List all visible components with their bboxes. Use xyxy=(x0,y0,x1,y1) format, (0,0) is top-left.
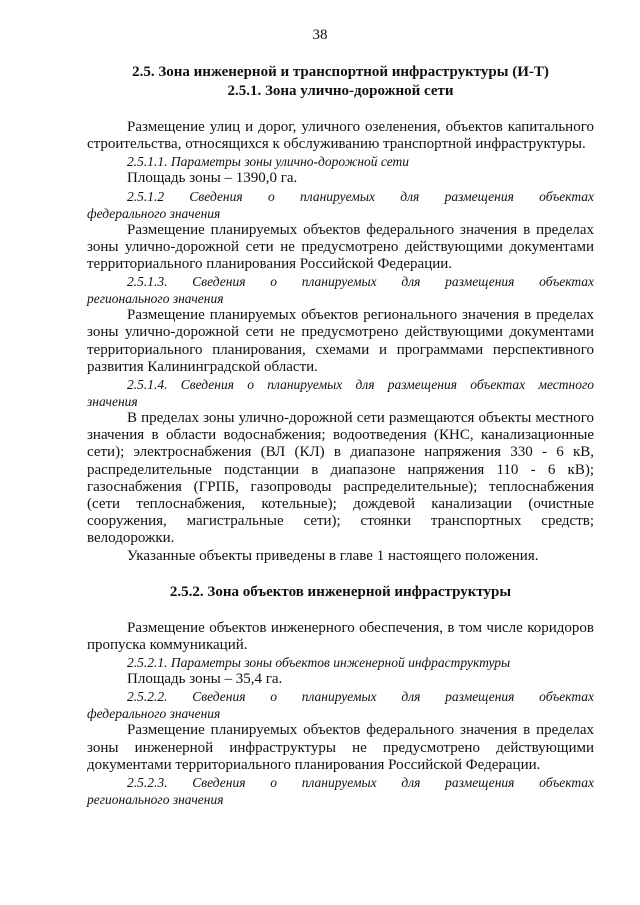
subheading-2-5-1-1: 2.5.1.1. Параметры зоны улично-дорожной сети xyxy=(127,154,410,170)
paragraph-reference-2-5-1: Указанные объекты приведены в главе 1 настоящего положения. xyxy=(127,547,539,564)
paragraph-regional-2-5-1: Размещение планируемых объектов регионального значения в пределах зоны улично-дорожной сети не предусмотрено действующими документами территориального планирования, схемами и программами перспективного развития Калининградской области. xyxy=(87,307,594,375)
subheading-2-5-1-2-line2: федерального значения xyxy=(87,205,221,221)
subheading-2-5-1-4-line2: значения xyxy=(87,394,138,410)
paragraph-federal-2-5-1: Размещение планируемых объектов федерального значения в пределах зоны улично-дорожной сети не предусмотрено действующими документами территориального планирования Российской Федерации. xyxy=(87,221,594,273)
paragraph-local-2-5-1: В пределах зоны улично-дорожной сети размещаются объекты местного значения в области водоснабжения; водоотведения (КНС, канализационные сети); электроснабжения (ВЛ (КЛ) в диапазоне напряжения 330 - 6 кВ, распределительные подстанции в диапазоне напряжения 110 - 6 кВ); газоснабжения (ГРПБ, газопроводы распределительные); теплоснабжения (сети теплоснабжения, котельные); дождевой канализации (очистные сооружения, магистральные сети); стоянки транспортных средств; велодорожки. xyxy=(87,410,594,547)
page-number: 38 xyxy=(312,27,328,43)
spacer xyxy=(87,565,594,583)
paragraph-area-2-5-1: Площадь зоны – 1390,0 га. xyxy=(127,170,298,187)
subheading-2-5-2-2-line1: 2.5.2.2. Сведения о планируемых для размещения объектах xyxy=(127,689,594,705)
subheading-2-5-2-2-line2: федерального значения xyxy=(87,706,221,722)
subheading-2-5-2-3-line2: регионального значения xyxy=(87,792,224,808)
paragraph-intro-2-5-1: Размещение улиц и дорог, уличного озеленения, объектов капитального строительства, относящихся к обслуживанию транспортной инфраструктуры. xyxy=(87,119,594,153)
page-content xyxy=(87,63,594,808)
subheading-2-5-1-3-line1: 2.5.1.3. Сведения о планируемых для размещения объектах xyxy=(127,274,594,290)
section-heading-2-5: 2.5. Зона инженерной и транспортной инфраструктуры (И-Т) xyxy=(132,64,549,80)
subheading-2-5-2-3-line1: 2.5.2.3. Сведения о планируемых для размещения объектах xyxy=(127,775,594,791)
subsection-heading-2-5-2: 2.5.2. Зона объектов инженерной инфраструктуры xyxy=(169,583,512,600)
subheading-2-5-2-1: 2.5.2.1. Параметры зоны объектов инженерной инфраструктуры xyxy=(127,655,511,671)
subsection-heading-2-5-1: 2.5.1. Зона улично-дорожной сети xyxy=(227,83,454,99)
paragraph-federal-2-5-2: Размещение планируемых объектов федерального значения в пределах зоны инженерной инфраструктуры не предусмотрено действующими документами территориального планирования Российской Федерации. xyxy=(87,722,594,773)
spacer xyxy=(87,101,594,119)
paragraph-intro-2-5-2: Размещение объектов инженерного обеспечения, в том числе коридоров пропуска коммуникаций. xyxy=(87,619,594,654)
spacer xyxy=(87,602,594,620)
subheading-2-5-1-4-line1: 2.5.1.4. Сведения о планируемых для размещения объектах местного xyxy=(127,377,594,393)
paragraph-area-2-5-2: Площадь зоны – 35,4 га. xyxy=(127,671,283,688)
subheading-2-5-1-3-line2: регионального значения xyxy=(87,291,224,307)
subheading-2-5-1-2-line1: 2.5.1.2 Сведения о планируемых для размещения объектах xyxy=(127,188,594,204)
